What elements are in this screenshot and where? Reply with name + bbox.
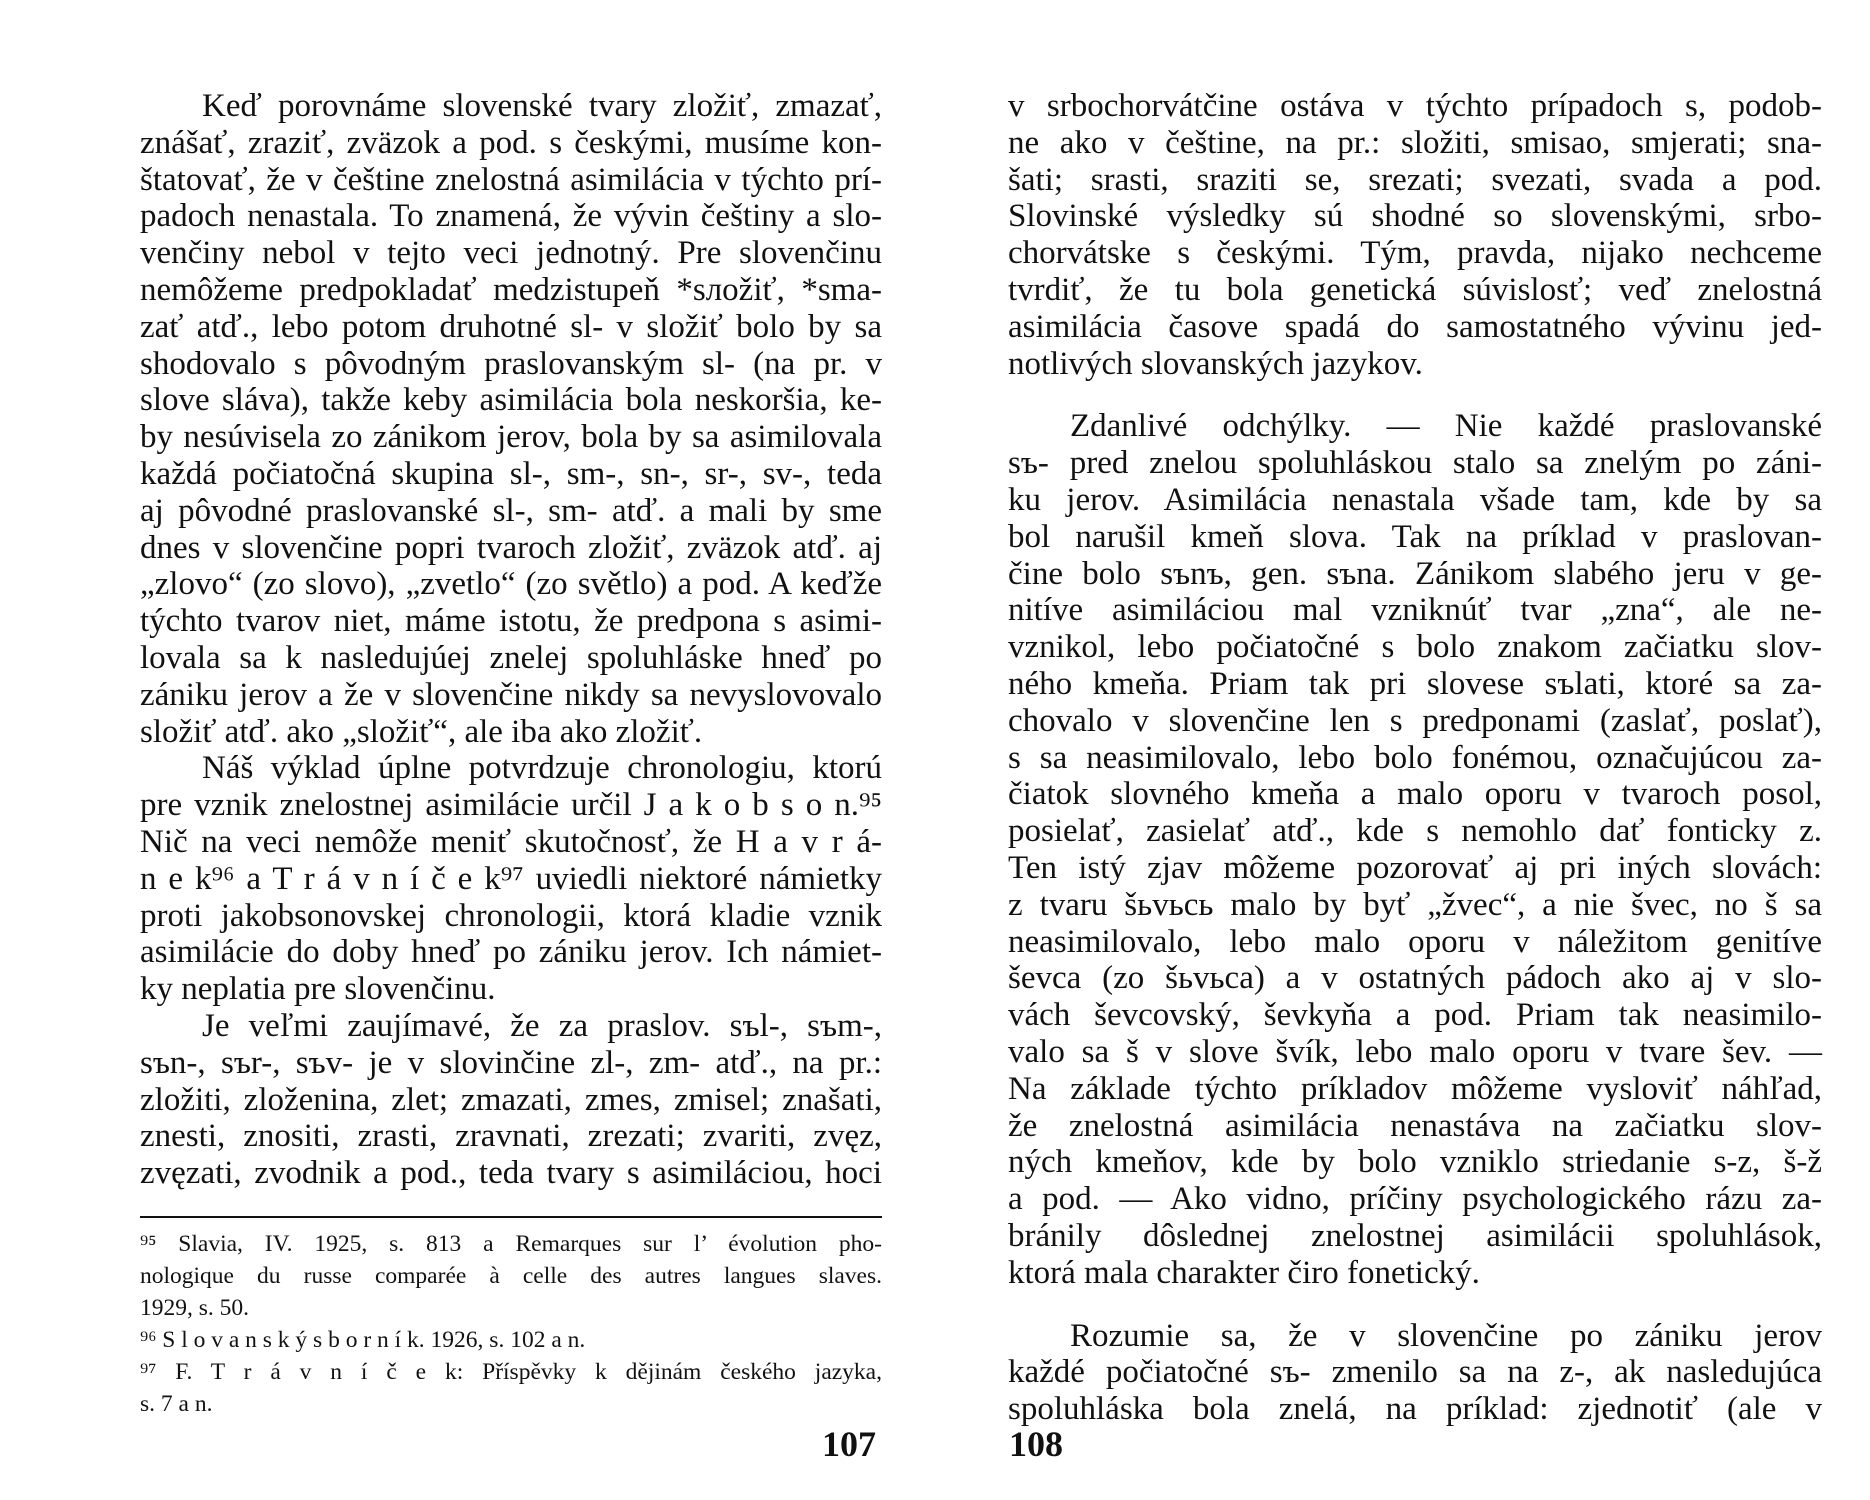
text-line: Nič na veci nemôže meniť skutočnosť, že H a v r á-: [140, 823, 882, 860]
text-line: ktorá mala charakter čiro fonetický.: [1008, 1254, 1480, 1291]
left-page: [140, 88, 882, 1420]
text-line: že znelostná asimilácia nenastáva na začiatku slov-: [1008, 1107, 1822, 1144]
text-line: neasimilovalo, lebo malo oporu v náležitom genitíve: [1008, 923, 1822, 960]
page-number-right: 108: [1009, 1424, 1063, 1464]
text-line: venčiny nebol v tejto veci jednotný. Pre slovenčinu: [140, 235, 882, 272]
text-line: nemôžeme predpokladať medzistupeň *sлožiť, *sma-: [140, 271, 882, 308]
text-line: ku jerov. Asimilácia nenastala všade tam, kde by sa: [1008, 481, 1822, 518]
text-line: asimilácie do doby hneď po zániku jerov. Ich námiet-: [140, 934, 882, 971]
text-line: šati; srasti, sraziti se, srezati; svezati, svada a pod.: [1008, 161, 1822, 198]
text-line: vznikol, lebo počiatočné s bolo znakom začiatku slov-: [1008, 629, 1822, 666]
text-line: Na základe týchto príkladov môžeme vysloviť náhľad,: [1008, 1070, 1822, 1107]
footnote-line: ⁹⁵ Slavia, IV. 1925, s. 813 a Remarques sur l’ évolution pho-: [140, 1230, 882, 1257]
footnotes: [140, 1228, 882, 1420]
text-line: ných kmeňov, kde by bolo vzniklo striedanie s-z, š-ž: [1008, 1144, 1822, 1181]
text-line: Zdanlivé odchýlky. — Nie každé praslovanské: [1070, 408, 1822, 445]
text-line: znesti, znositi, zrasti, zravnati, zrezati; zvariti, zvęz,: [140, 1118, 882, 1155]
footnote-line: ⁹⁶ S l o v a n s k ý s b o r n í k. 1926, s. 102 a n.: [140, 1326, 586, 1353]
text-line: štatovať, že v češtine znelostná asimilácia v týchto prí-: [140, 161, 882, 198]
text-line: bránily dôslednej znelostnej asimilácii spoluhlások,: [1008, 1217, 1822, 1254]
text-line: nitíve asimiláciou mal vzniknúť tvar „zna“, ale ne-: [1008, 592, 1822, 629]
text-line: sъn-, sъr-, sъv- je v slovinčine zl-, zm- atď., na pr.:: [140, 1044, 882, 1081]
text-line: lovala sa k nasledujúej znelej spoluhláske hneď po: [140, 639, 882, 676]
left-page-body: [140, 88, 882, 1192]
right-page-body: [1008, 88, 1822, 1428]
text-line: posielať, zasielať atď., kde s nemohlo dať fonticky z.: [1008, 813, 1822, 850]
text-line: zložiti, zloženina, zlet; zmazati, zmes, zmisel; znašati,: [140, 1081, 882, 1118]
text-line: Keď porovnáme slovenské tvary zložiť, zmazať,: [202, 88, 882, 124]
text-line: Rozumie sa, že v slovenčine po zániku jerov: [1070, 1317, 1822, 1354]
text-line: proti jakobsonovskej chronologii, ktorá kladie vznik: [140, 897, 882, 934]
text-line: čine bolo sъnъ, gen. sъna. Zánikom slabého jeru v ge-: [1008, 555, 1822, 592]
text-line: pre vznik znelostnej asimilácie určil J a k o b s o n.⁹⁵: [140, 787, 882, 824]
page-number-left: 107: [822, 1424, 876, 1464]
text-line: Slovinské výsledky sú shodné so slovenskými, srbo-: [1008, 198, 1822, 235]
text-line: sъ- pred znelou spoluhláskou stalo sa znelým po záni-: [1008, 445, 1822, 482]
text-line: n e k⁹⁶ a T r á v n í č e k⁹⁷ uviedli niektoré námietky: [140, 860, 882, 897]
text-line: ky neplatia pre slovenčinu.: [140, 971, 496, 1008]
text-line: dnes v slovenčine popri tvaroch zložiť, zväzok atď. aj: [140, 529, 882, 566]
text-line: tvrdiť, že tu bola genetická súvislosť; veď znelostná: [1008, 271, 1822, 308]
text-line: asimilácia časove spadá do samostatného vývinu jed-: [1008, 308, 1822, 345]
text-line: každé počiatočné sъ- zmenilo sa na z-, ak nasledujúca: [1008, 1354, 1822, 1391]
text-line: ševca (zo šьvьca) a v ostatných pádoch ako aj v slo-: [1008, 960, 1822, 997]
text-line: čiatok slovného kmeňa a malo oporu v tvaroch posol,: [1008, 776, 1822, 813]
text-line: zániku jerov a že v slovenčine nikdy sa nevyslovovalo: [140, 676, 882, 713]
footnote-line: 1929, s. 50.: [140, 1294, 250, 1321]
footnote-line: nologique du russe comparée à celle des autres langues slaves.: [140, 1262, 882, 1289]
text-line: s sa neasimilovalo, lebo bolo fonémou, označujúcou za-: [1008, 739, 1822, 776]
text-line: a pod. — Ako vidno, príčiny psychologického rázu za-: [1008, 1181, 1822, 1218]
text-line: složiť atď. ako „složiť“, ale iba ako zložiť.: [140, 713, 703, 750]
text-line: Náš výklad úplne potvrdzuje chronologiu, ktorú: [202, 750, 882, 787]
footnote-line: ⁹⁷ F. T r á v n í č e k: Příspěvky k dějinám českého jazyka,: [140, 1358, 882, 1385]
text-line: Je veľmi zaujímavé, že za praslov. sъl-, sъm-,: [202, 1007, 882, 1044]
text-line: by nesúvisela zo zánikom jerov, bola by sa asimilovala: [140, 419, 882, 456]
text-line: v srbochorvátčine ostáva v týchto prípadoch s, podob-: [1008, 88, 1822, 124]
text-line: shodovalo s pôvodným praslovanským sl- (na pr. v: [140, 345, 882, 382]
text-line: týchto tvarov niet, máme istotu, že predpona s asimi-: [140, 603, 882, 640]
text-line: každá počiatočná skupina sl-, sm-, sn-, sr-, sv-, teda: [140, 455, 882, 492]
text-line: chovalo v slovenčine len s predponami (zaslať, poslať),: [1008, 702, 1822, 739]
text-line: bol narušil kmeň slova. Tak na príklad v praslovan-: [1008, 518, 1822, 555]
text-line: vách ševcovský, ševkyňa a pod. Priam tak neasimilo-: [1008, 997, 1822, 1034]
text-line: ne ako v češtine, na pr.: složiti, smisao, smjerati; sna-: [1008, 124, 1822, 161]
text-line: zvęzati, zvodnik a pod., teda tvary s asimiláciou, hoci: [140, 1155, 882, 1192]
text-line: znášať, zraziť, zväzok a pod. s českými, musíme kon-: [140, 124, 882, 161]
text-line: ného kmeňa. Priam tak pri slovese sъlati, ktoré sa za-: [1008, 665, 1822, 702]
text-line: slove sláva), takže keby asimilácia bola neskoršia, ke-: [140, 382, 882, 419]
text-line: valo sa š v slove švík, lebo malo oporu v tvare šev. —: [1008, 1033, 1822, 1070]
footnote-line: s. 7 a n.: [140, 1390, 213, 1417]
text-line: „zlovo“ (zo slovo), „zvetlo“ (zo světlo) a pod. A keďže: [140, 566, 882, 603]
text-line: spoluhláska bola znelá, na príklad: zjednotiť (ale v: [1008, 1391, 1822, 1428]
text-line: chorvátske s českými. Tým, pravda, nijako nechceme: [1008, 235, 1822, 272]
text-line: zať atď., lebo potom druhotné sl- v složiť bolo by sa: [140, 308, 882, 345]
footnote-divider: [140, 1216, 882, 1218]
right-page: [1008, 88, 1822, 1428]
text-line: aj pôvodné praslovanské sl-, sm- atď. a mali by sme: [140, 492, 882, 529]
text-line: Ten istý zjav môžeme pozorovať aj pri iných slovách:: [1008, 849, 1822, 886]
text-line: notlivých slovanských jazykov.: [1008, 345, 1423, 382]
text-line: padoch nenastala. To znamená, že vývin češtiny a slo-: [140, 198, 882, 235]
text-line: z tvaru šьvьcь malo by byť „žvec“, a nie švec, no š sa: [1008, 886, 1822, 923]
